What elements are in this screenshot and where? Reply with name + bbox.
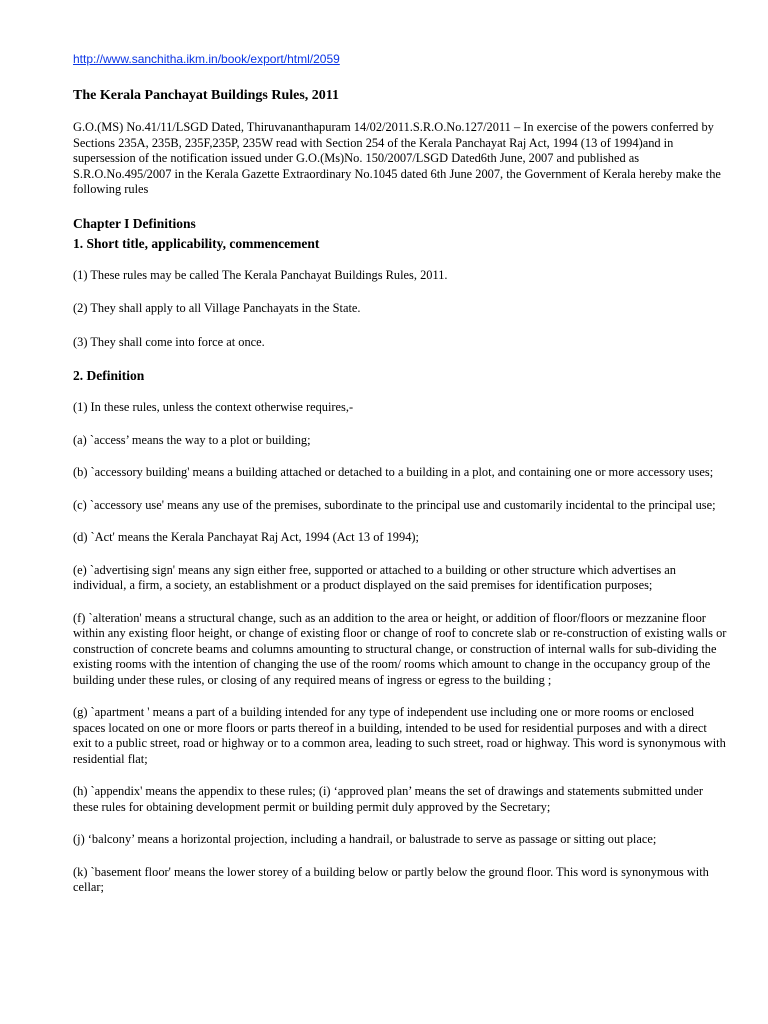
definition-item: (h) `appendix' means the appendix to these rules; (i) ‘approved plan’ means the set of drawings and statements submitted under these rules for obtaining development permit or building permit duly approved by the Secretary; bbox=[73, 784, 703, 814]
section-1-item: (1) These rules may be called The Kerala Panchayat Buildings Rules, 2011. bbox=[73, 267, 448, 282]
definition-item: (1) In these rules, unless the context otherwise requires,- bbox=[73, 400, 354, 414]
section-1-heading: 1. Short title, applicability, commencement bbox=[73, 235, 320, 251]
definition-item: (b) `accessory building' means a building attached or detached to a building in a plot, and containing one or more accessory uses; bbox=[73, 465, 714, 479]
definition-item: (f) `alteration' means a structural change, such as an addition to the area or height, or addition of floor/floors or mezzanine floor within any existing floor height, or change of existing floor or change of roof to concrete slab or re-construction of existing walls or construction of concrete beams and columns amounting to structural change, or construction of internal walls for sub-dividing the existing rooms with the intention of changing the use of the room/ rooms which amount to change in the occupancy group of the building under these rules, or closing of any required means of ingress or egress to the building ; bbox=[73, 610, 727, 687]
definition-item: (d) `Act' means the Kerala Panchayat Raj Act, 1994 (Act 13 of 1994); bbox=[73, 530, 419, 544]
definition-item: (j) ‘balcony’ means a horizontal projection, including a handrail, or balustrade to serve as passage or sitting out place; bbox=[73, 832, 657, 846]
intro-paragraph: G.O.(MS) No.41/11/LSGD Dated, Thiruvananthapuram 14/02/2011.S.R.O.No.127/2011 – In exercise of the powers conferred by Sections 235A, 235B, 235F,235P, 235W read with Section 254 of the Kerala Panchayat Raj Act, 1994 (13 of 1994)and in supersession of the notification issued under G.O.(Ms)No. 150/2007/LSGD Dated6th June, 2007 and published as S.R.O.No.495/2007 in the Kerala Gazette Extraordinary No.1045 dated 6th June 2007, the Government of Kerala hereby make the following rules bbox=[73, 120, 721, 196]
section-1-item: (3) They shall come into force at once. bbox=[73, 334, 265, 349]
document-title: The Kerala Panchayat Buildings Rules, 2011 bbox=[73, 88, 340, 103]
definition-item: (c) `accessory use' means any use of the premises, subordinate to the principal use and customarily incidental to the principal use; bbox=[73, 497, 716, 512]
section-2-heading: 2. Definition bbox=[73, 368, 145, 383]
chapter-heading: Chapter I Definitions bbox=[73, 215, 196, 231]
definition-item: (a) `access’ means the way to a plot or building; bbox=[73, 432, 311, 447]
definition-item: (k) `basement floor' means the lower storey of a building below or partly below the ground floor. This word is synonymous with cellar; bbox=[73, 864, 709, 894]
source-url-link[interactable]: http://www.sanchitha.ikm.in/book/export/html/2059 bbox=[73, 52, 340, 66]
definition-item: (e) `advertising sign' means any sign either free, supported or attached to a building or other structure which advertises an individual, a firm, a society, an establishment or a product displayed on the said premises for identification purposes; bbox=[73, 562, 676, 592]
definition-item: (g) `apartment ' means a part of a building intended for any type of independent use including one or more rooms or enclosed spaces located on one or more floors or parts thereof in a building, intended to be used for residential purposes and with a direct exit to a public street, road or highway or to a common area, leading to such street, road or highway. This word is synonymous with residential flat; bbox=[73, 705, 726, 766]
section-1-item: (2) They shall apply to all Village Panchayats in the State. bbox=[73, 301, 361, 315]
